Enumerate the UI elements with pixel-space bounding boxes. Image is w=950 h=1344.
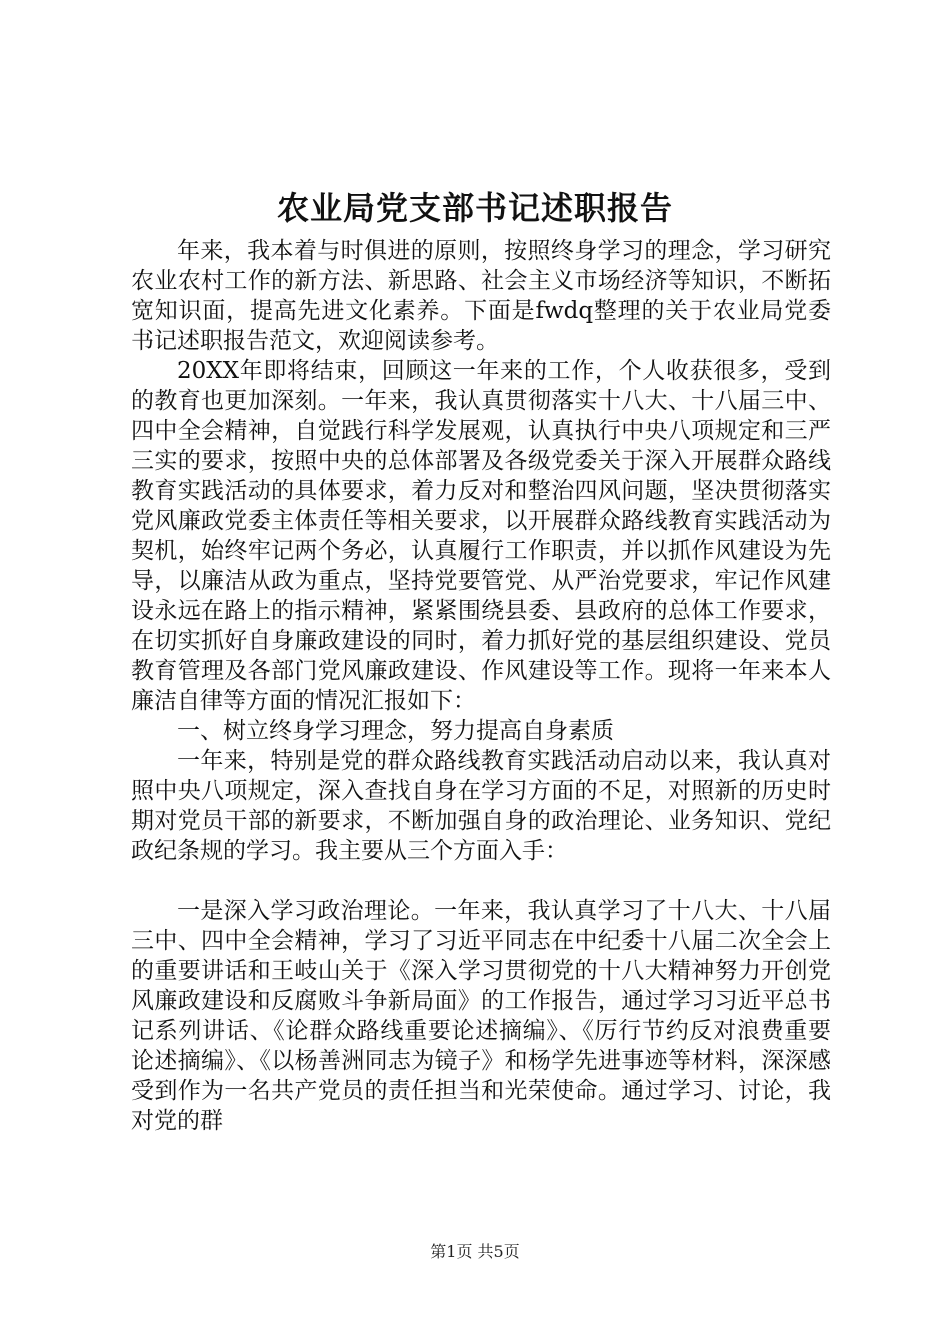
paragraph-intro: 年来，我本着与时俱进的原则，按照终身学习的理念，学习研究农业农村工作的新方法、新思路、社会主义市场经济等知识，不断拓宽知识面，提高先进文化素养。下面是fwdq整理的关于农业局党委书记述职报告范文，欢迎阅读参考。 — [131, 238, 831, 354]
paragraph-summary: 20XX年即将结束，回顾这一年来的工作，个人收获很多，受到的教育也更加深刻。一年来，我认真贯彻落实十八大、十八届三中、四中全会精神，自觉践行科学发展观，认真执行中央八项规定和三严三实的要求，按照中央的总体部署及各级党委关于深入开展群众路线教育实践活动的具体要求，着力反对和整治四风问题，坚决贯彻落实党风廉政党委主体责任等相关要求，以开展群众路线教育实践活动为契机，始终牢记两个务必，认真履行工作职责，并以抓作风建设为先导，以廉洁从政为重点，坚持党要管党、从严治党要求，牢记作风建设永远在路上的指示精神，紧紧围绕县委、县政府的总体工作要求，在切实抓好自身廉政建设的同时，着力抓好党的基层组织建设、党员教育管理及各部门党风廉政建设、作风建设等工作。现将一年来本人廉洁自律等方面的情况汇报如下： — [131, 358, 831, 714]
paragraph-political-theory: 一是深入学习政治理论。一年来，我认真学习了十八大、十八届三中、四中全会精神，学习了习近平同志在中纪委十八届二次全会上的重要讲话和王岐山关于《深入学习贯彻党的十八大精神努力开创党风廉政建设和反腐败斗争新局面》的工作报告，通过学习习近平总书记系列讲话、《论群众路线重要论述摘编》、《厉行节约反对浪费重要论述摘编》、《以杨善洲同志为镜子》和杨学先进事迹等材料，深深感受到作为一名共产党员的责任担当和光荣使命。通过学习、讨论，我对党的群 — [131, 898, 831, 1134]
document-body — [131, 236, 831, 1136]
page-indicator: 第1页 共5页 — [430, 1242, 520, 1261]
paragraph-study: 一年来，特别是党的群众路线教育实践活动启动以来，我认真对照中央八项规定，深入查找自身在学习方面的不足，对照新的历史时期对党员干部的新要求，不断加强自身的政治理论、业务知识、党纪政纪条规的学习。我主要从三个方面入手： — [131, 748, 831, 864]
section-heading-1: 一、树立终身学习理念，努力提高自身素质 — [177, 718, 614, 744]
document-title: 农业局党支部书记述职报告 — [276, 189, 673, 227]
